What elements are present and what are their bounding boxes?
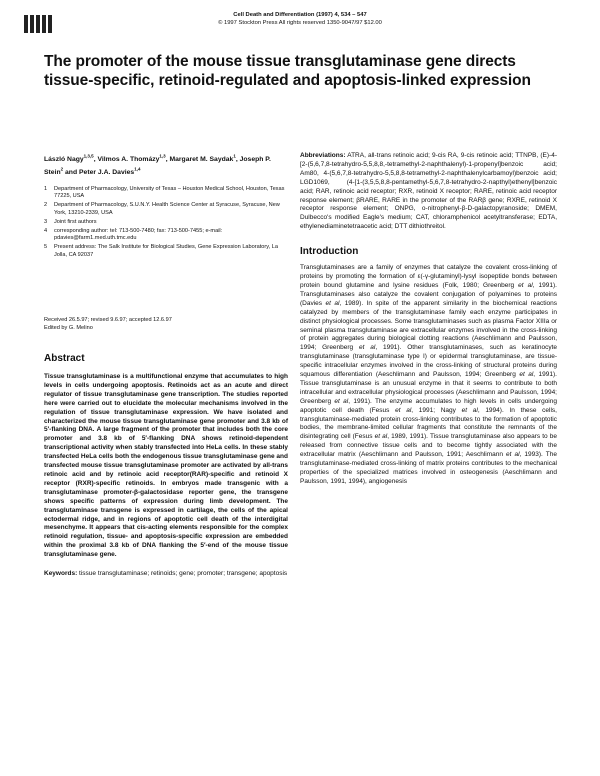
affiliation-number: 1: [44, 185, 48, 192]
keywords-label: Keywords:: [44, 570, 78, 578]
author-separator: ,: [165, 156, 170, 164]
author: [169, 156, 239, 163]
author-separator: ,: [235, 156, 240, 164]
affiliation-number: 4: [44, 227, 48, 234]
author-separator: ,: [93, 156, 98, 164]
affiliation-number: 5: [44, 244, 48, 251]
author-name: Vilmos A. Thomázy: [97, 156, 160, 164]
author-affiliation-marker: 1,4: [134, 166, 141, 172]
abstract-text: Tissue transglutaminase is a multifunctional enzyme that accumulates to high levels in cells undergoing apoptosis. Retinoids act as an acute and direct regulator of tissue transglutaminase gene transcription. The studies reported here were carried out to elucidate the molecular mechanisms involved in the regulation of tissue transglutaminase expression. We have isolated and characterized the mouse tissue transglutaminase gene promoter and 3.8 kb of 5′-flanking DNA. A large fragment of the promoter that includes both the core promoter and 3.8 kb of 5′-flanking DNA shows retinoid-dependent transcriptional activity when stably transfected into HeLa cells. In these stably transfected HeLa cells both the endogenous tissue transglutaminase gene and transfected mouse tissue transglutaminase promoter are activated by all-trans retinoic acid and by retinoic acid receptor(RAR)-specific and retinoid X receptor (RXR)-specific retinoids. In embryos made transgenic with a transglutaminase promoter-β-galactosidase reporter gene, the transgene shows specific patterns of expression during limb development. The transglutaminase transgene is expressed in cartilage, the cells of the apical ectodermal ridge, and in regions of apoptotic cell death of the interdigital mesenchyme. It appears that cis-acting elements responsible for the complex retinoid regulation, tissue- and apoptosis-specific expression are embedded within the proximal 3.8 kb of DNA flanking the 5′-end of the mouse tissue transglutaminase gene.: [44, 373, 288, 559]
introduction-heading: Introduction: [300, 246, 359, 258]
affiliation-list: [44, 186, 288, 260]
affiliation-text: Present address: The Salk Institute for Biological Studies, Gene Expression Laboratory, La Jolla, CA 92037: [54, 244, 278, 258]
affiliation-number: 2: [44, 202, 48, 209]
author-list: [44, 152, 288, 178]
author-separator: and: [63, 169, 80, 177]
affiliation-text: corresponding author: tel: 713-500-7480; fax: 713-500-7455; e-mail: pdavies@farm1.med.uth.tmc.edu: [54, 227, 223, 242]
affiliation-text: Department of Pharmacology, S.U.N.Y. Health Science Center at Syracuse, Syracuse, New York, 13210-2339, USA: [54, 202, 280, 216]
author: [79, 166, 141, 177]
affiliation-text: Department of Pharmacology, University of Texas – Houston Medical School, Houston, Texas 77225, USA: [54, 185, 285, 200]
editor-line: Edited by G. Melino: [44, 324, 93, 331]
abbreviations: [300, 152, 557, 232]
received-dates: Received 26.5.97; revised 9.6.97; accepted 12.6.97: [44, 317, 172, 324]
right-column: [300, 152, 557, 487]
abbreviations-text: ATRA, all-trans retinoic acid; 9-cis RA, 9-cis retinoic acid; TTNPB, (E)-4-[2-(5,6,7,8-tetrahydro-5,5,8,8,-tetramethyl-2-naphthalenyl)-1-propenyl]benzoic acid; Am80, 4-(5,6,7,8-tetrahydro-5,5,8,8-tetramethyl-2-naphthalenylcarbamoyl)benzoic acid; LGD1069, (4-[1-(3,5,5,8,8-pentamethyl-5,6,7,8-tetrahydro-2-napthyl)ethenyl]benzoic acid; RAR, retinoic acid receptor; RXR, retinoid X receptor; RARE, retinoic acid receptor response element; βRARE, RARE in the promoter of the RARβ gene; RXRE, retinoid X receptor response element; ONPG, o-nitrophenyl-β-D-galactopyranoside; DMEM, Dulbecco's modified Eagle's medium; CAT, chloramphenicol acetyltransferase; EDTA, ethylenediaminetetraacetic acid; DTT dithiothreitol.: [300, 152, 557, 231]
article-title: The promoter of the mouse tissue transglutaminase gene directs tissue-specific, retinoid-regulated and apoptosis-linked expression: [44, 53, 531, 89]
abstract-heading: Abstract: [44, 353, 85, 365]
affiliation: [44, 244, 288, 259]
article-dates: [44, 317, 288, 332]
affiliation: [44, 228, 288, 243]
author-affiliation-marker: 1,3: [159, 154, 166, 159]
author-name: Peter J.A. Davies: [79, 169, 135, 177]
author-affiliation-marker: 1,3,5: [83, 154, 94, 159]
keywords: [44, 570, 288, 579]
keywords-text: tissue transglutaminase; retinoids; gene; promoter; transgene; apoptosis: [79, 570, 288, 578]
author-name: Margaret M. Saydak: [169, 156, 234, 164]
affiliation-text: Joint first authors: [54, 218, 97, 225]
author-affiliation-marker: 2: [60, 166, 64, 172]
affiliation-number: 3: [44, 218, 48, 225]
author-name: László Nagy: [44, 156, 84, 164]
author: [44, 156, 97, 163]
introduction-text: Transglutaminases are a family of enzymes that catalyze the covalent cross-linking of proteins by promoting the formation of ε(-γ-glutaminyl)-lysyl isopeptide bonds between protein bound glutamine and lysine residues (Folk, 1980; Greenberg et al, 1991). Transglutaminases also catalyze the covalent conjugation of polyamines to proteins (Davies et al, 1989). In spite of the apparent similarity in the biochemical reactions catalyzed by members of the transglutaminase family each enzyme participates in distinct physiological processes. Some transglutaminases such as plasma Factor XIIIa or seminal plasma transglutaminase are extracellular enzymes involved in the cross-linking of protein aggregates during biological clotting reactions (Aeschlimann and Paulsson, 1994; Greenberg et al, 1991). Other transglutaminases, such as keratinocyte transglutaminase (transglutaminase type I) or epidermal transglutaminase, are tissue-specific intracellular enzymes involved in the cross-linking of structural proteins during squamous differentiation (Aeschlimann and Paulsson, 1994; Greenberg et al, 1991). Tissue transglutaminase is an unusual enzyme in that it seems to contribute to both intracellular and extracellular physiological processes (Aeschlimann and Paulsson, 1994; Greenberg et al, 1991). The enzyme accumulates to high levels in cells undergoing apoptotic cell death (Fesus et al, 1991; Nagy et al, 1994). In these cells, transglutaminase-mediated protein cross-linking contributes to the formation of apoptotic bodies, the membrane-limited cellular fragments that constitute the remnants of the disintegrating cell (Fesus et al, 1989, 1991). Tissue transglutaminase also appears to be released from connective tissue cells and to become tightly associated with the extracellular matrix (Aeschlimann and Paulsson, 1991; Aeschlimann et al, 1993). The transglutaminase-mediated cross-linking of matrix proteins contributes to the mechanical properties of the specialized matrices involved in osteogenesis (Aeschlimann and Paulsson, 1991, 1994), angiogenesis: [300, 264, 558, 485]
affiliation: [44, 219, 288, 227]
author-name: Joseph P. Stein: [44, 156, 271, 177]
copyright-line: © 1997 Stockton Press All rights reserved 1350-9047/97 $12.00: [218, 20, 382, 26]
abbreviations-label: Abbreviations:: [300, 152, 346, 159]
affiliation: [44, 202, 288, 217]
running-head: [0, 11, 600, 27]
author: [97, 156, 169, 163]
journal-citation: Cell Death and Differentiation (1997) 4, 534 – 547: [233, 12, 367, 18]
author-affiliation-marker: 1: [233, 154, 236, 159]
affiliation: [44, 186, 288, 201]
left-column: [44, 152, 288, 579]
